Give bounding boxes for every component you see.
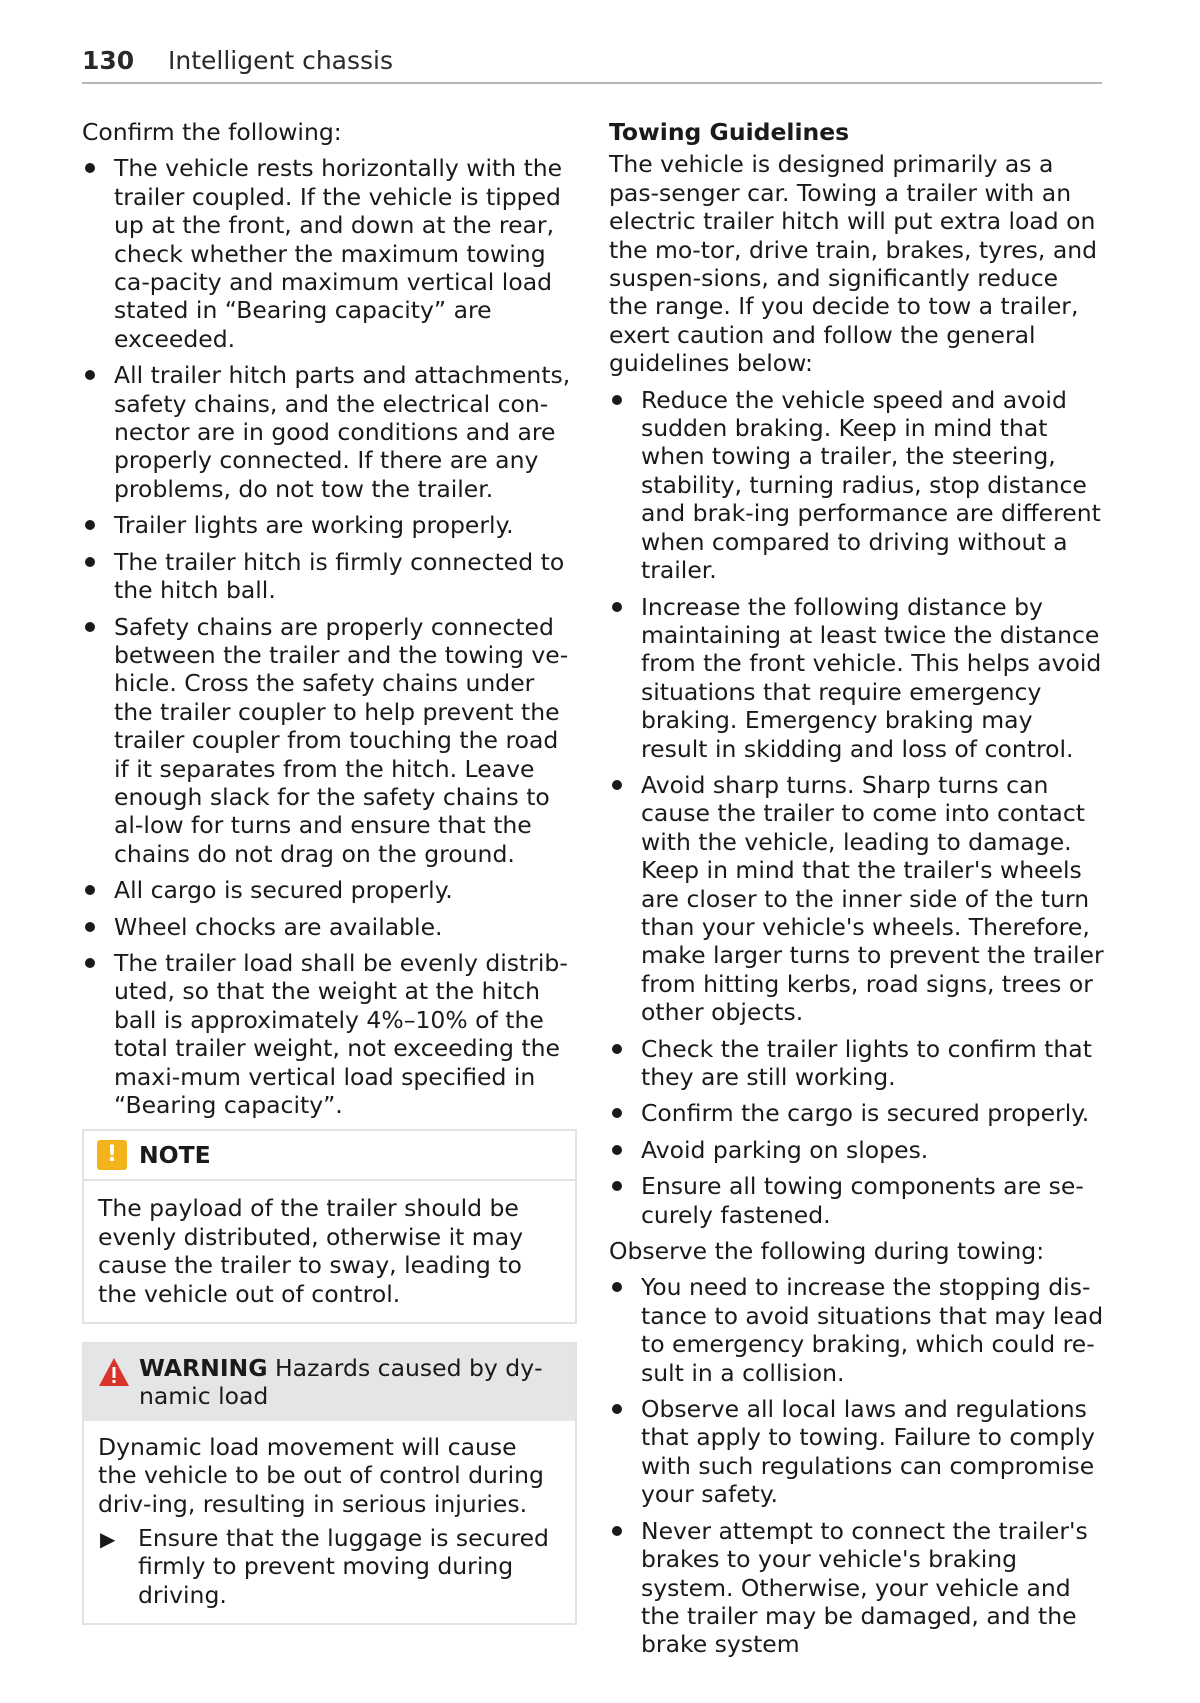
warning-label: WARNING xyxy=(139,1354,268,1383)
bullet-icon xyxy=(612,395,622,405)
list-item xyxy=(609,1035,1104,1092)
observe-list xyxy=(609,1273,1104,1658)
list-item xyxy=(82,913,577,941)
warning-header xyxy=(84,1344,575,1421)
towing-guidelines-heading: Towing Guidelines xyxy=(609,118,850,146)
list-item-text: The trailer load shall be evenly distrib‐uted, so that the weight at the hitch ball is approximately 4%–10% of the total trailer weight, not exceeding the maxi‐mum vertical load specified in “Bearing capacity”. xyxy=(114,948,568,1119)
list-item xyxy=(609,1099,1104,1127)
note-box xyxy=(82,1129,577,1324)
bullet-icon xyxy=(85,622,95,632)
list-item-text: Observe all local laws and regulations that apply to towing. Failure to comply with such regulations can compromise your safety. xyxy=(641,1395,1095,1509)
right-column xyxy=(609,118,1104,1667)
list-item xyxy=(82,876,577,904)
warning-action-text: Ensure that the luggage is secured firmly to prevent moving during driving. xyxy=(138,1524,549,1609)
bullet-icon xyxy=(85,163,95,173)
warning-triangle-icon xyxy=(98,1357,130,1387)
list-item-text: Wheel chocks are available. xyxy=(114,912,443,941)
bullet-icon xyxy=(85,885,95,895)
list-item-text: Avoid parking on slopes. xyxy=(641,1135,929,1164)
bullet-icon xyxy=(612,780,622,790)
list-item-text: Ensure all towing components are se‐curely fastened. xyxy=(641,1172,1084,1229)
list-item-text: Trailer lights are working properly. xyxy=(114,511,514,540)
bullet-icon xyxy=(612,1108,622,1118)
list-item xyxy=(82,154,577,353)
list-item-text: Reduce the vehicle speed and avoid sudden braking. Keep in mind that when towing a trailer, the steering, stability, turning radius, stop distance and brak‐ing performance are different when compared to driving without a trailer. xyxy=(641,385,1101,585)
bullet-icon xyxy=(85,922,95,932)
towing-guidelines-intro: The vehicle is designed primarily as a pas‐senger car. Towing a trailer with an electric trailer hitch will put extra load on the mo‐tor, drive train, brakes, tyres, and suspen‐sions, and significantly reduce the range. If you decide to tow a trailer, exert caution and follow the general guidelines below: xyxy=(609,150,1098,378)
observe-intro: Observe the following during towing: xyxy=(609,1237,1045,1266)
bullet-icon xyxy=(85,557,95,567)
bullet-icon xyxy=(612,1282,622,1292)
warning-action xyxy=(98,1524,561,1609)
list-item xyxy=(82,361,577,503)
guidelines-list xyxy=(609,386,1104,1229)
note-title: NOTE xyxy=(139,1141,211,1170)
list-item xyxy=(609,1395,1104,1509)
list-item-text: Increase the following distance by maintaining at least twice the distance from the front vehicle. This helps avoid situations that require emergency braking. Emergency braking may result in skidding and loss of control. xyxy=(641,592,1102,763)
note-header xyxy=(84,1131,575,1181)
exclamation-icon: ! xyxy=(97,1140,127,1170)
list-item xyxy=(82,613,577,869)
bullet-icon xyxy=(85,958,95,968)
warning-title: Hazards caused by dy‐namic load xyxy=(139,1354,543,1411)
arrow-right-icon: ▶ xyxy=(100,1527,116,1552)
section-title: Intelligent chassis xyxy=(168,46,394,75)
list-item xyxy=(609,1172,1104,1229)
list-item xyxy=(609,593,1104,763)
bullet-icon xyxy=(612,1526,622,1536)
list-item-text: Never attempt to connect the trailer's brakes to your vehicle's braking system. Otherwise, your vehicle and the trailer may be damaged, and the brake system xyxy=(641,1516,1088,1659)
list-item-text: Safety chains are properly connected between the trailer and the towing ve‐hicle. Cross the safety chains under the trailer coupler to help prevent the trailer coupler from touching the road if it separates from the hitch. Leave enough slack for the safety chains to al‐low for turns and ensure that the chains do not drag on the ground. xyxy=(114,612,569,868)
checklist-intro: Confirm the following: xyxy=(82,118,342,146)
bullet-icon xyxy=(612,1404,622,1414)
list-item-text: Confirm the cargo is secured properly. xyxy=(641,1099,1090,1128)
checklist xyxy=(82,154,577,1119)
list-item xyxy=(609,1517,1104,1659)
list-item xyxy=(82,511,577,539)
list-item xyxy=(82,548,577,605)
bullet-icon xyxy=(612,602,622,612)
list-item-text: Check the trailer lights to confirm that they are still working. xyxy=(641,1034,1092,1091)
page-number: 130 xyxy=(82,46,135,75)
list-item xyxy=(609,1136,1104,1164)
list-item xyxy=(609,771,1104,1027)
list-item-text: The vehicle rests horizontally with the trailer coupled. If the vehicle is tipped up at the front, and down at the rear, check whether the maximum towing ca‐pacity and maximum vertical load stated in “Bearing capacity” are exceeded. xyxy=(114,154,563,353)
page-header xyxy=(82,44,1102,84)
list-item xyxy=(609,1273,1104,1387)
list-item-text: All trailer hitch parts and attachments, safety chains, and the electrical con‐nector are in good conditions and are properly connected. If there are any problems, do not tow the trailer. xyxy=(114,361,571,503)
list-item-text: All cargo is secured properly. xyxy=(114,876,453,905)
warning-text: Dynamic load movement will cause the vehicle to be out of control during driv‐ing, resulting in serious injuries. xyxy=(98,1432,544,1518)
left-column xyxy=(82,118,577,1625)
list-item-text: Avoid sharp turns. Sharp turns can cause the trailer to come into contact with the vehicle, leading to damage. Keep in mind that the trailer's wheels are closer to the inner side of the turn than your vehicle's wheels. Therefore, make larger turns to prevent the trailer from hitting kerbs, road signs, trees or other objects. xyxy=(641,770,1104,1027)
warning-box xyxy=(82,1342,577,1625)
bullet-icon xyxy=(612,1181,622,1191)
bullet-icon xyxy=(85,370,95,380)
bullet-icon xyxy=(612,1145,622,1155)
list-item-text: You need to increase the stopping dis‐tance to avoid situations that may lead to emergency braking, which could re‐sult in a collision. xyxy=(641,1273,1104,1387)
bullet-icon xyxy=(85,520,95,530)
bullet-icon xyxy=(612,1044,622,1054)
list-item xyxy=(609,386,1104,585)
list-item xyxy=(82,949,577,1119)
list-item-text: The trailer hitch is firmly connected to the hitch ball. xyxy=(114,547,565,605)
note-body: The payload of the trailer should be evenly distributed, otherwise it may cause the trailer to sway, leading to the vehicle out of control. xyxy=(98,1194,523,1308)
warning-body xyxy=(84,1421,575,1623)
